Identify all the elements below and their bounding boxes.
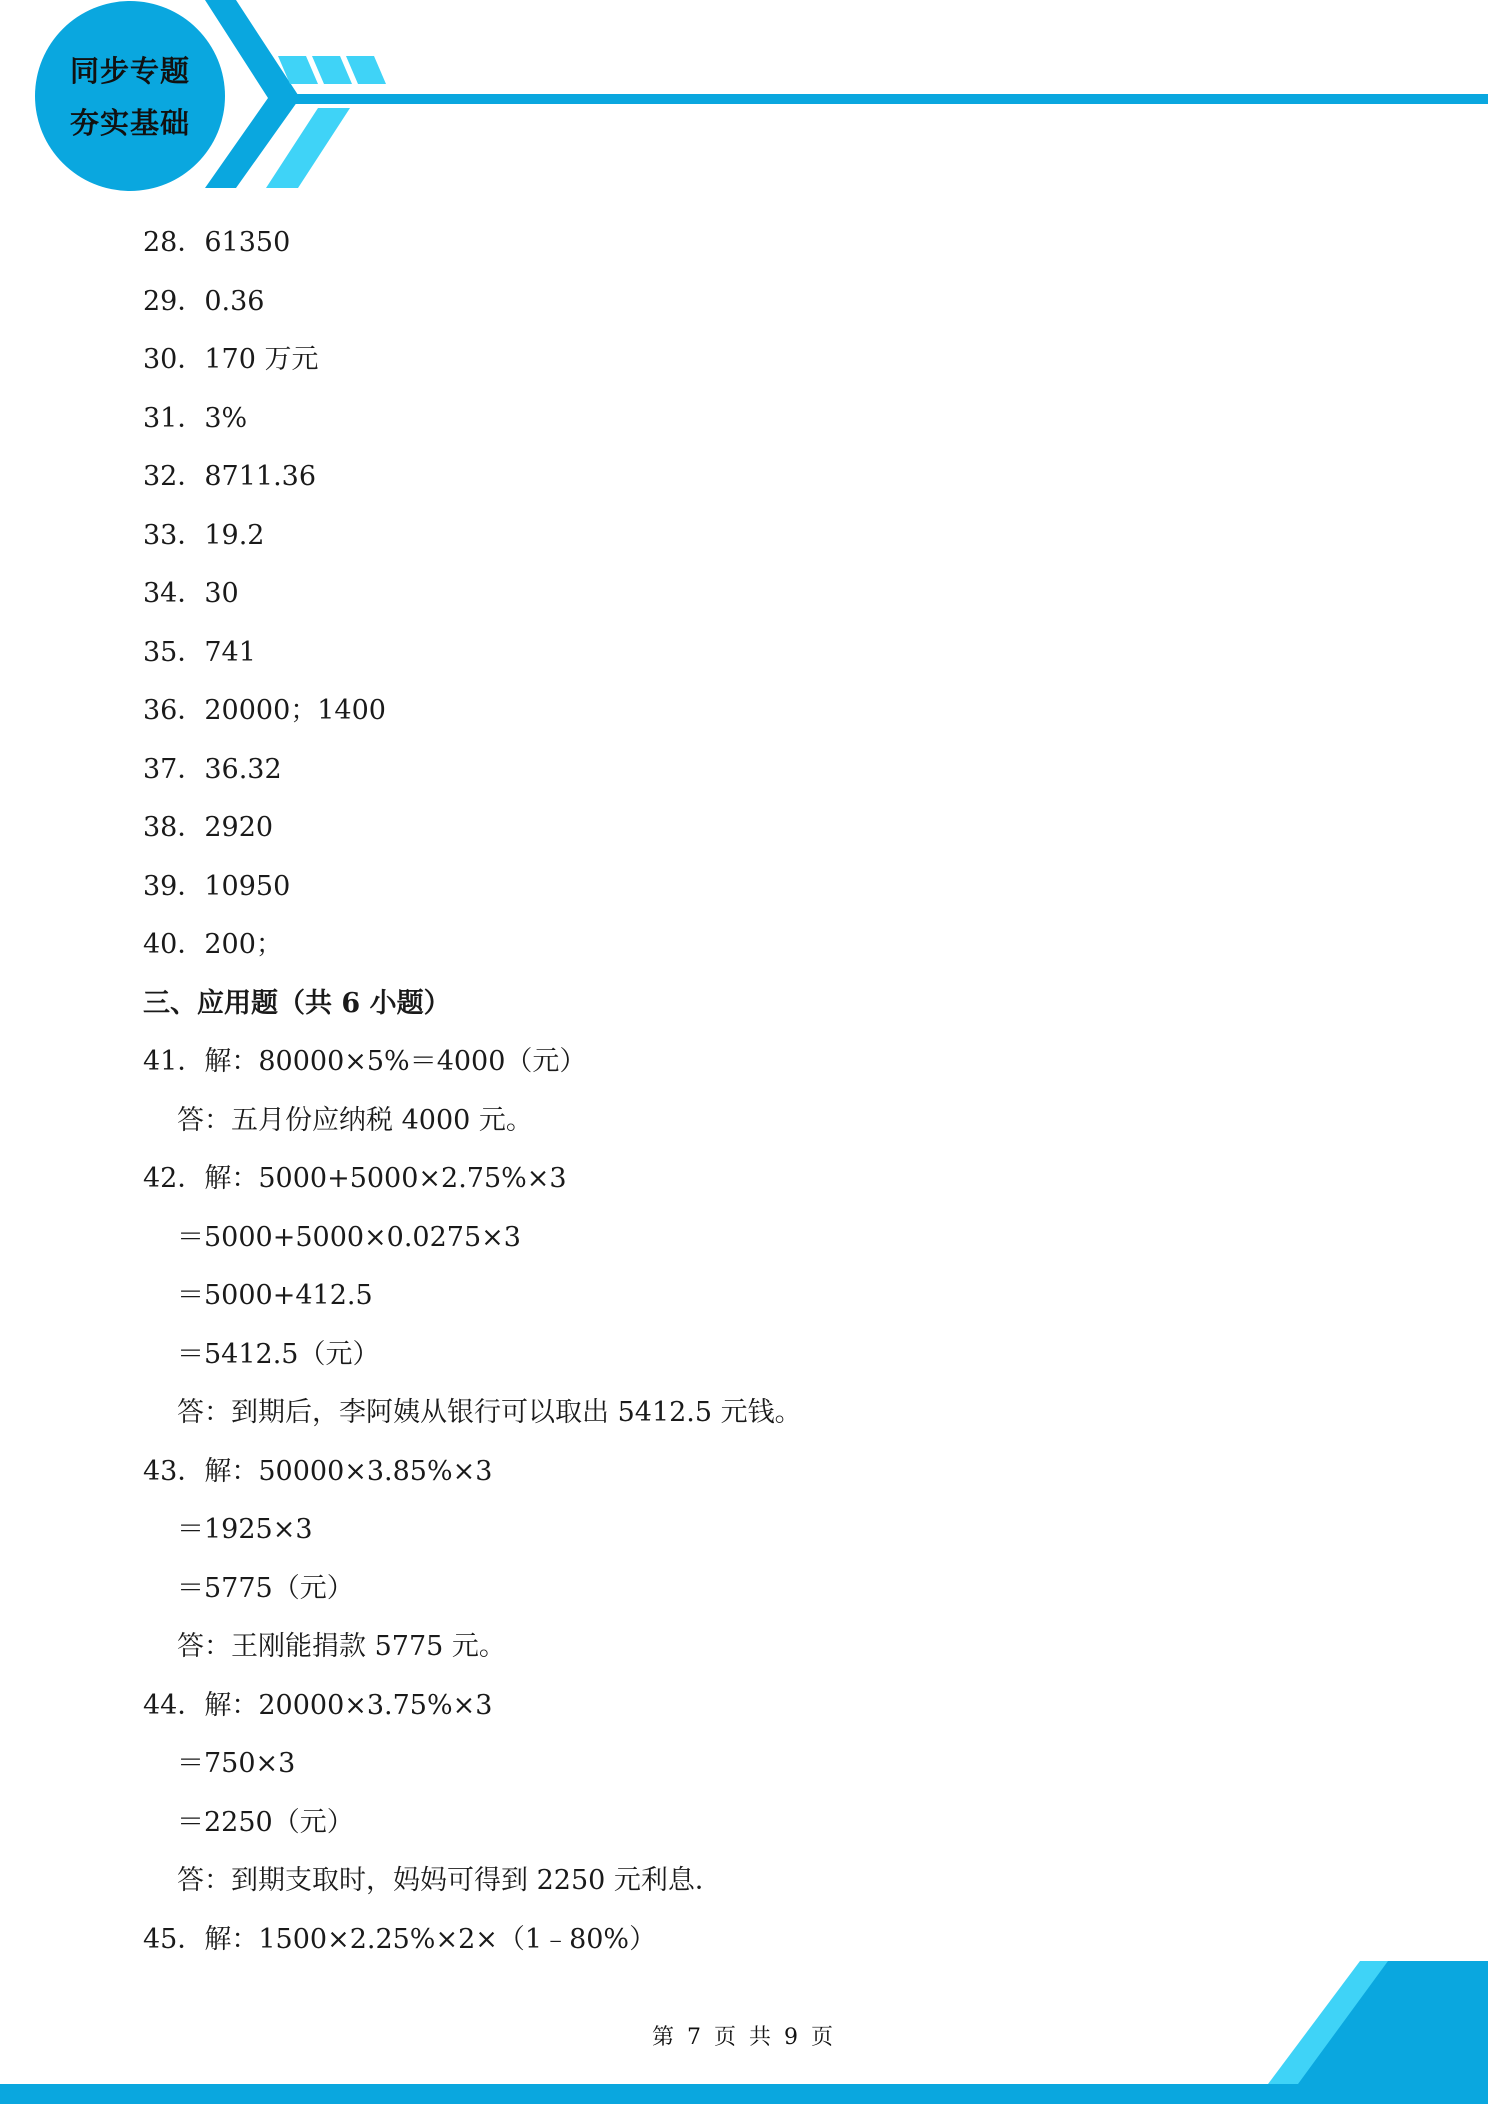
answer-line: 37．36.32	[143, 754, 282, 785]
answer-line: 30．170 万元	[143, 344, 319, 375]
answer-line: 35．741	[143, 637, 256, 668]
solution-line: 45．解：1500×2.25%×2×（1﹣80%）	[143, 1924, 657, 1955]
solution-line: ＝2250（元）	[177, 1807, 354, 1838]
solution-line: ＝5000+5000×0.0275×3	[177, 1222, 521, 1253]
badge-line-1: 同步专题	[69, 54, 190, 88]
answer-line: 39．10950	[143, 871, 291, 902]
answer-line: 34．30	[143, 578, 239, 609]
page-number: 第 7 页 共 9 页	[652, 2025, 836, 2050]
solution-line: 答：五月份应纳税 4000 元。	[177, 1105, 533, 1136]
solution-line: ＝5775（元）	[177, 1573, 354, 1604]
solution-line: 41．解：80000×5%＝4000（元）	[143, 1046, 587, 1077]
answer-line: 40．200；	[143, 929, 283, 960]
solution-line: 答：王刚能捐款 5775 元。	[177, 1631, 506, 1662]
solution-line: ＝1925×3	[177, 1514, 313, 1545]
answer-line: 36．20000；1400	[143, 695, 386, 726]
badge-line-2: 夯实基础	[69, 106, 190, 140]
solution-line: 42．解：5000+5000×2.75%×3	[143, 1163, 567, 1194]
solution-line: 43．解：50000×3.85%×3	[143, 1456, 493, 1487]
answer-line: 28．61350	[143, 227, 291, 258]
solution-line: ＝750×3	[177, 1748, 296, 1779]
solution-line: 答：到期支取时，妈妈可得到 2250 元利息．	[177, 1865, 722, 1896]
solution-line: ＝5000+412.5	[177, 1280, 373, 1311]
topic-badge	[35, 2, 225, 192]
answer-line: 33．19.2	[143, 520, 265, 551]
answer-line: 38．2920	[143, 812, 274, 843]
solution-line: 44．解：20000×3.75%×3	[143, 1690, 493, 1721]
solution-line: ＝5412.5（元）	[177, 1339, 380, 1370]
solution-line: 答：到期后，李阿姨从银行可以取出 5412.5 元钱。	[177, 1397, 802, 1428]
answer-line: 29．0.36	[143, 286, 265, 317]
answer-line: 31．3%	[143, 403, 248, 434]
section-heading: 三、应用题（共 6 小题）	[143, 988, 451, 1019]
answer-line: 32．8711.36	[143, 461, 317, 492]
